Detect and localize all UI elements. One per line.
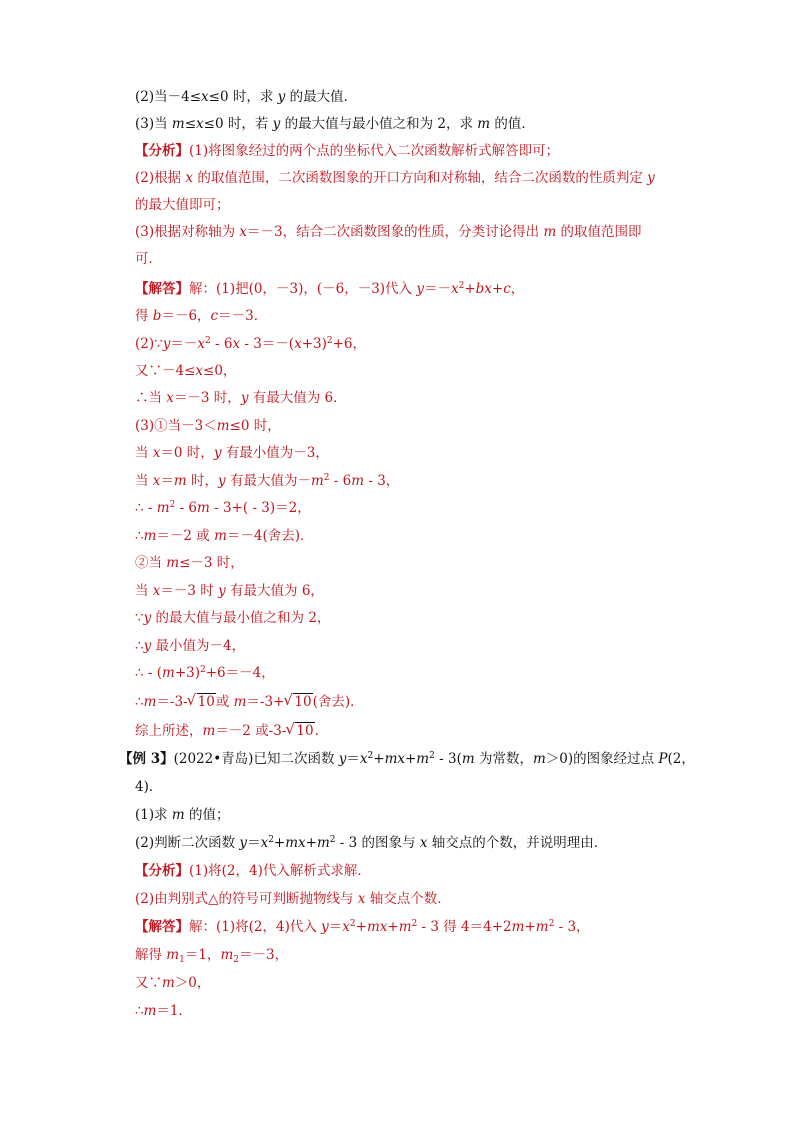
text-line-34: ∴m＝1． <box>135 1003 192 1019</box>
text-line-8: 【解答】解：(1)把(0，－3)，(－6，－3)代入 $y=-x^2+bx+c$， <box>135 281 525 297</box>
text-line-19: 当 x＝－3 时 y 有最大值为 6， <box>135 583 324 599</box>
text-line-20: ∵y 的最大值与最小值之和为 2， <box>135 610 331 626</box>
text-line-24: 综上所述，m＝－2 或-3-√ 10． <box>135 722 694 740</box>
text-line-32: 解得 $m_1=1$，$m_2=-3$， <box>135 947 289 965</box>
text-line-17: ∴m＝－2 或 m＝－4(舍去)． <box>135 528 314 544</box>
text-line-3: 【分析】(1)将图象经过的两个点的坐标代入二次函数解析式解答即可； <box>135 143 560 159</box>
text-line-9: 得 b＝－6，c＝－3． <box>135 308 268 324</box>
text-line-26: 4)． <box>135 779 163 795</box>
text-line-1: (2)当－4≤x≤0 时，求 y 的最大值． <box>135 89 358 105</box>
text-line-12: ∴当 x＝－3 时，y 有最大值为 6． <box>135 390 347 406</box>
text-line-28: (2)判断二次函数 $y=x^2+mx+m^2 - 3$ 的图象与 x 轴交点的个数，并说明理由． <box>135 835 608 851</box>
text-line-11: 又∵－4≤x≤0， <box>135 363 237 379</box>
text-line-22: ∴ - $(m+3)^2+6=-4$， <box>135 665 275 681</box>
text-line-14: 当 x＝0 时，y 有最小值为－3， <box>135 445 329 461</box>
text-line-21: ∴y 最小值为－4， <box>135 638 246 654</box>
text-line-10: $(2)\because y=-x^2 - 6x - 3=-(x+3)^2+6$， <box>135 336 367 352</box>
text-line-6: (3)根据对称轴为 x＝－3，结合二次函数图象的性质，分类讨论得出 m 的取值范围即 <box>135 224 642 240</box>
text-line-18: ②当 m≤－3 时， <box>135 555 244 571</box>
text-line-23: ∴m＝-3-√ 10或 m＝-3+√ 10(舍去)． <box>135 693 694 711</box>
text-line-2: (3)当 m≤x≤0 时，若 y 的最大值与最小值之和为 2，求 m 的值． <box>135 116 535 132</box>
text-line-15: 当 x＝m 时，y 有最大值为$-m^2 - 6m - 3$， <box>135 473 400 489</box>
text-line-4: (2)根据 x 的取值范围，二次函数图象的开口方向和对称轴，结合二次函数的性质判定 y <box>135 170 655 186</box>
text-line-31: 【解答】解：(1)将(2，4)代入 $y=x^2+mx+m^2 - 3$ 得 $4=4+2m+m^2 - 3$， <box>135 919 590 935</box>
text-line-27: (1)求 m 的值； <box>135 807 230 823</box>
text-line-7: 可． <box>135 251 162 267</box>
text-line-33: 又∵m＞0， <box>135 975 211 991</box>
text-line-16: ∴ - $m^2 - 6m - 3+( - 3)=2$， <box>135 500 311 516</box>
text-line-29: 【分析】(1)将(2，4)代入解析式求解． <box>135 863 371 879</box>
text-line-13: (3)①当－3＜m≤0 时， <box>135 418 281 434</box>
text-line-30: (2)由判别式△的符号可判断抛物线与 x 轴交点个数． <box>135 891 451 907</box>
text-line-5: 的最大值即可； <box>135 197 230 213</box>
text-line-25: 【例 3】(2022•青岛)已知二次函数 $y=x^2+mx+m^2 - 3(m$ 为常数，m＞0)的图象经过点 P(2， <box>119 751 695 767</box>
